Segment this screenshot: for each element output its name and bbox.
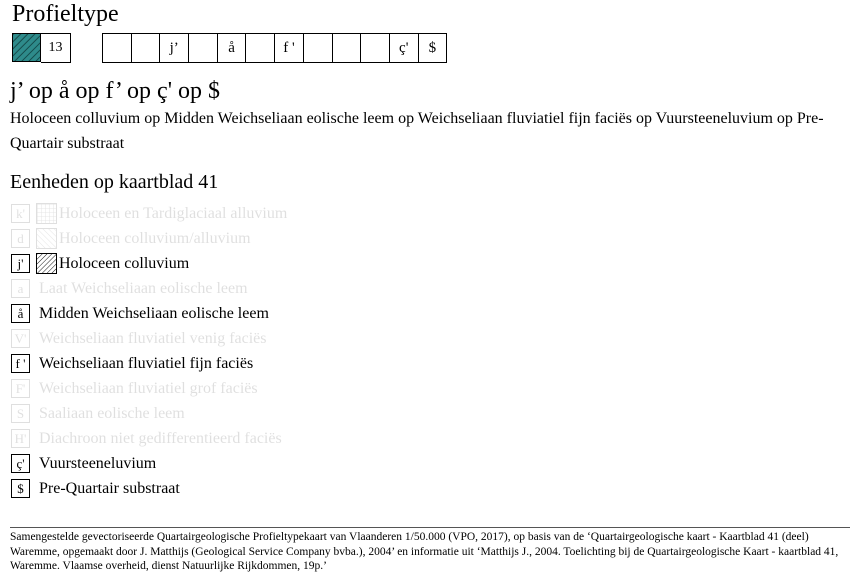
legend-code: k' [11,204,30,223]
profile-formula: j’ op å op f’ op ç' op $ [10,78,221,104]
profile-cell [245,33,275,63]
legend-code: j' [11,254,30,273]
footer-citation: Samengestelde gevectoriseerde Quartairgeologische Profieltypekaart van Vlaanderen 1/50.000 (VPO, 2017), op basis van de ‘Quartairgeologische kaart - Kaartblad 41 (deel) Waremme, opgemaakt door J. Matthijs (Geological Service Company bvba.), 2004’ en informatie uit ‘Matthijs J., 2004. Toelichting bij de Quartairgeologische Kaart - kaartblad 41, Waremme. Vlaamse overheid, dienst Natuurlijke Rijkdommen, 19p.’ [10,531,839,572]
legend-item [10,276,287,301]
legend-code: f ' [11,354,30,373]
legend-code: a [11,279,30,298]
profile-cell: å [217,33,247,63]
legend-item [10,476,287,501]
legend-code: H' [11,429,30,448]
legend-code: V' [11,329,30,348]
legend-item [10,201,287,226]
legend-item [10,376,287,401]
legend-code: ç' [11,454,30,473]
grid-pattern [36,203,57,224]
profile-cell: j’ [159,33,189,63]
profile-cell: ç' [389,33,419,63]
profile-sequence [102,33,447,63]
hatch-pattern [36,253,57,274]
legend-label: Weichseliaan fluviatiel grof faciës [39,379,258,397]
legend-item [10,251,287,276]
profile-cell [131,33,161,63]
legend-label: Midden Weichseliaan eolische leem [39,304,269,322]
legend-code: F' [11,379,30,398]
legend-item [10,326,287,351]
teal-hatch-pattern [13,34,40,61]
legend-label: Holoceen colluvium/alluvium [59,229,251,247]
legend-list [10,201,287,501]
profile-cell [332,33,362,63]
profile-cell: f ' [274,33,304,63]
profile-cell [303,33,333,63]
legend-label: Weichseliaan fluviatiel fijn faciës [39,354,254,372]
page-title: Profieltype [12,1,119,27]
profile-cell [102,33,132,63]
legend-item [10,401,287,426]
legend-label: Vuursteeneluvium [39,454,157,472]
legend-label: Diachroon niet gedifferentieerd faciës [39,429,282,447]
legend-code: $ [11,479,30,498]
legend-label: Holoceen en Tardiglaciaal alluvium [59,204,288,222]
legend-label: Pre-Quartair substraat [39,479,180,497]
profile-summary [12,33,71,63]
legend-label: Weichseliaan fluviatiel venig faciës [39,329,267,347]
units-heading: Eenheden op kaartblad 41 [10,171,219,193]
profile-description: Holoceen colluvium op Midden Weichseliaan eolische leem op Weichseliaan fluviatiel fijn faciës op Vuursteeneluvium op Pre-Quartair substraat [10,110,824,152]
profile-color-swatch [12,33,41,62]
legend-item [10,351,287,376]
profile-cell: $ [418,33,448,63]
profile-cell [360,33,390,63]
legend-code: å [11,304,30,323]
legend-code: d [11,229,30,248]
legend-code: S [11,404,30,423]
legend-item [10,301,287,326]
legend-label: Saaliaan eolische leem [39,404,185,422]
legend-item [10,226,287,251]
legend-item [10,426,287,451]
legend-item [10,451,287,476]
legend-label: Holoceen colluvium [59,254,190,272]
profile-cell [188,33,218,63]
profile-count: 13 [41,33,71,63]
footer-divider [10,527,850,528]
legend-label: Laat Weichseliaan eolische leem [39,279,248,297]
diagonal-pattern [36,228,57,249]
